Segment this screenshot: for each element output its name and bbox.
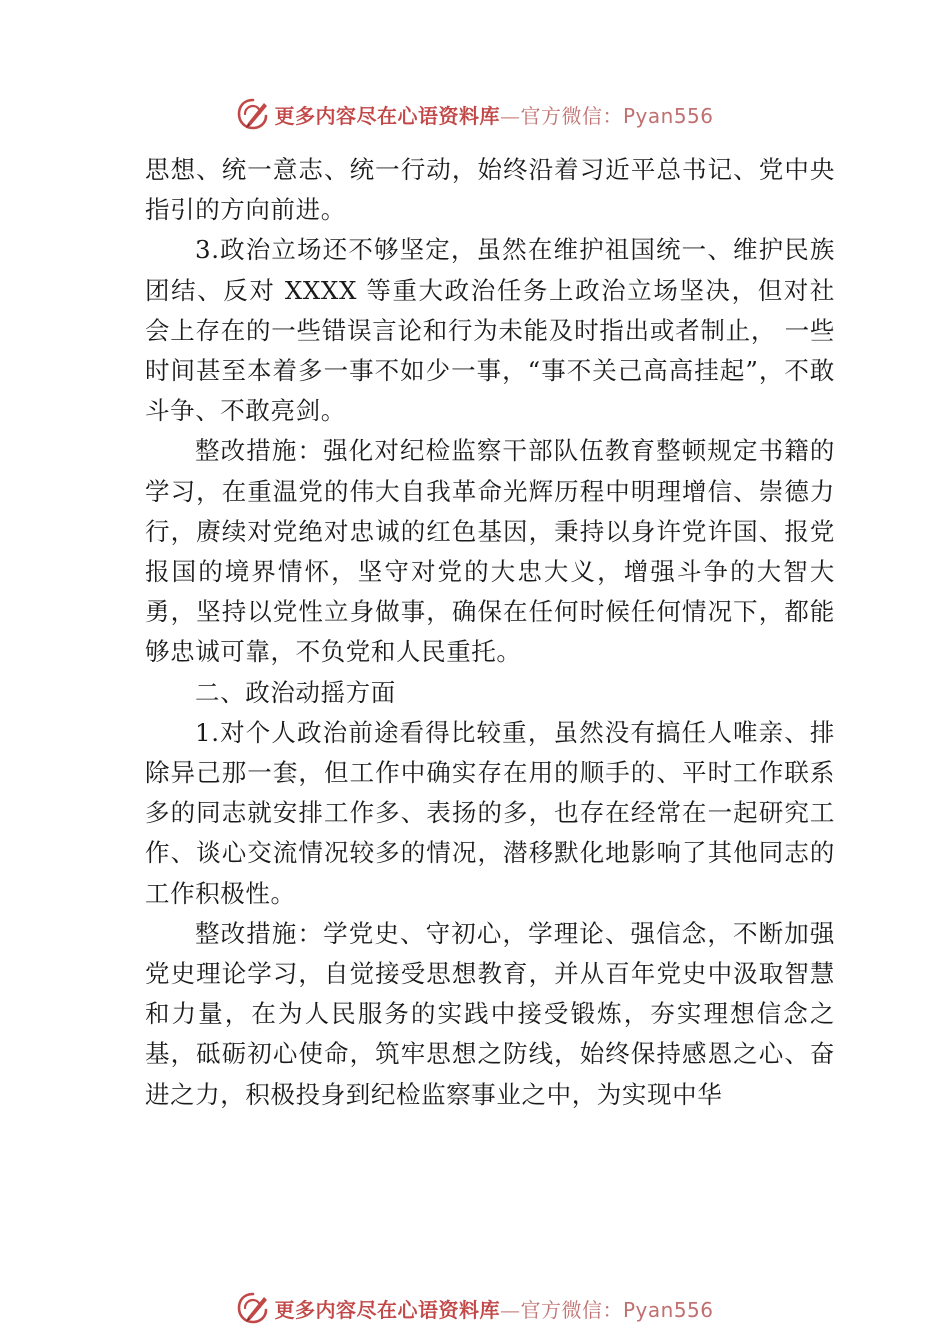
banner-wechat-label: 官方微信： [520,103,623,128]
paragraph: 1.对个人政治前途看得比较重，虽然没有搞任人唯亲、排除异己那一套，但工作中确实存在用的顺手的、平时工作联系多的同志就安排工作多、表扬的多，也存在经常在一起研究工作、谈心交流情况较多的情况，潜移默化地影响了其他同志的工作积极性。 [145,717,835,908]
paragraph: 整改措施：强化对纪检监察干部队伍教育整顿规定书籍的学习，在重温党的伟大自我革命光辉历程中明理增信、崇德力行，赓续对党绝对忠诚的红色基因，秉持以身许党许国、报党报国的境界情怀，坚守对党的大忠大义，增强斗争的大智大勇，坚持以党性立身做事，确保在任何时候任何情况下，都能够忠诚可靠，不负党和人民重托。 [145,436,835,667]
banner-strong-text: 更多内容尽在心语资料库 [274,103,500,128]
banner-content [236,1291,713,1325]
banner-strong-text: 更多内容尽在心语资料库 [274,1297,500,1322]
banner-text [274,100,713,129]
banner-text [274,1294,713,1323]
banner-wechat-label: 官方微信： [520,1297,623,1322]
paragraph: 思想、统一意志、统一行动，始终沿着习近平总书记、党中央指引的方向前进。 [145,155,835,225]
pen-swirl-logo-icon [236,1291,270,1325]
section-heading: 二、政治动摇方面 [195,677,396,707]
header-banner [0,94,950,134]
banner-content [236,97,713,131]
banner-dash: — [499,1297,521,1322]
banner-wechat-handle: Pyan556 [622,103,714,128]
banner-dash: — [499,103,521,128]
paragraph: 3.政治立场还不够坚定，虽然在维护祖国统一、维护民族团结、反对 XXXX 等重大政治任务上政治立场坚决，但对社会上存在的一些错误言论和行为未能及时指出或者制止， 一些时间甚至本着多一事不如少一事，“事不关己高高挂起”，不敢斗争、不敢亮剑。 [145,235,835,426]
paragraph: 整改措施：学党史、守初心，学理论、强信念，不断加强党史理论学习，自觉接受思想教育，并从百年党史中汲取智慧和力量，在为人民服务的实践中接受锻炼，夯实理想信念之基，砥砺初心使命，筑牢思想之防线，始终保持感恩之心、奋进之力，积极投身到纪检监察事业之中，为实现中华 [145,918,835,1109]
document-body [145,150,835,1115]
pen-swirl-logo-icon [236,97,270,131]
footer-banner [0,1288,950,1328]
banner-wechat-handle: Pyan556 [622,1297,714,1322]
